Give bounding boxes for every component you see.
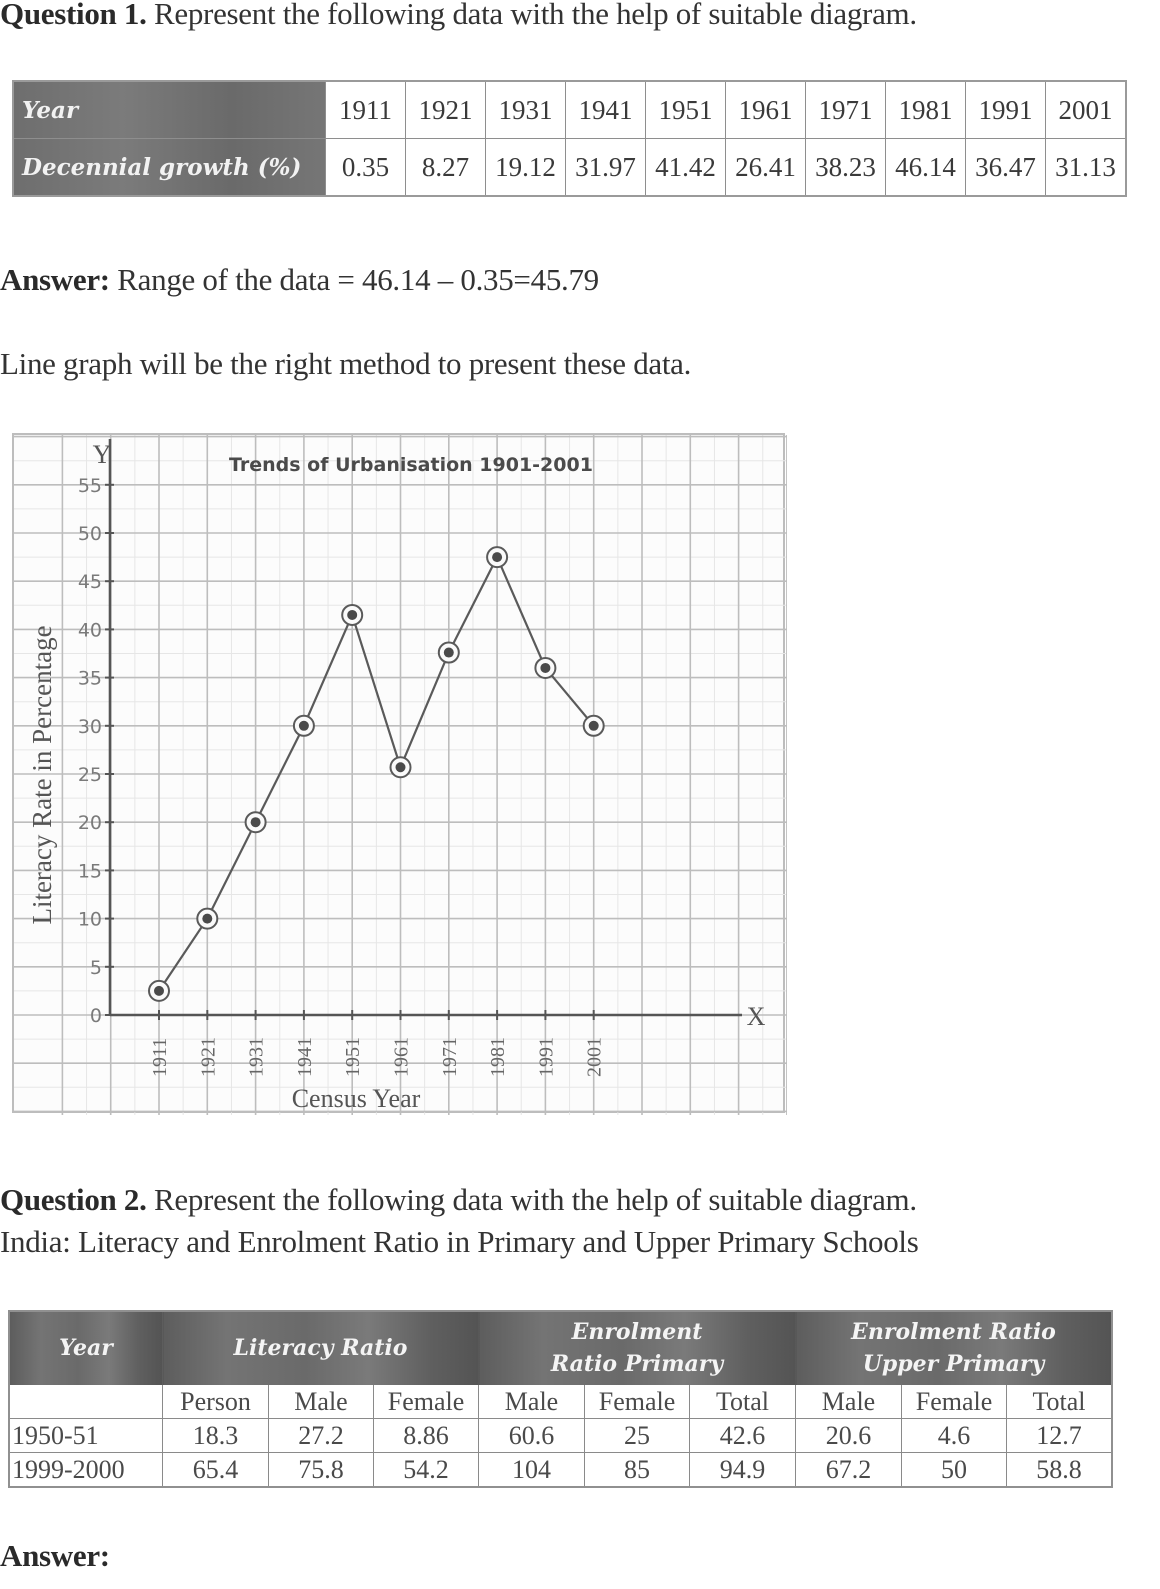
year-cell: 1931: [486, 81, 566, 139]
year-cell: 1951: [646, 81, 726, 139]
x-tick-label: 1931: [245, 1037, 268, 1077]
header-enrolment-upper-line2: Upper Primary: [862, 1351, 1045, 1377]
cell: 85: [585, 1453, 690, 1488]
cell: 104: [479, 1453, 585, 1488]
year-cell: 1911: [326, 81, 406, 139]
y-tick-label: 45: [77, 571, 102, 594]
x-tick-label: 1991: [535, 1037, 558, 1077]
data-point-dot: [202, 914, 212, 924]
answer-2: [0, 1538, 110, 1574]
cell: 60.6: [479, 1419, 585, 1453]
x-tick-label: 1981: [487, 1037, 510, 1077]
cell: 94.9: [690, 1453, 796, 1488]
cell: 8.86: [374, 1419, 479, 1453]
y-axis-letter: Y: [92, 440, 112, 469]
question-1-heading: [0, 0, 917, 32]
data-point-dot: [589, 721, 599, 731]
question-2-subtitle: India: Literacy and Enrolment Ratio in Primary and Upper Primary Schools: [0, 1224, 919, 1259]
growth-cell: 38.23: [806, 139, 886, 197]
cell: 27.2: [269, 1419, 374, 1453]
x-axis-letter: X: [746, 1002, 766, 1031]
literacy-enrolment-table: [8, 1310, 1113, 1488]
line-graph-canvas: [14, 435, 787, 1115]
row-header-year: Year: [13, 81, 326, 139]
cell: 50: [902, 1453, 1007, 1488]
data-point-dot: [251, 817, 261, 827]
row-header-growth: Decennial growth (%): [13, 139, 326, 197]
cell: 25: [585, 1419, 690, 1453]
x-tick-label: 1951: [342, 1037, 365, 1077]
sub-header-cell: Person: [163, 1385, 269, 1419]
y-tick-label: 55: [77, 474, 102, 497]
y-tick-label: 20: [77, 812, 102, 835]
cell: 58.8: [1007, 1453, 1113, 1488]
table-row: [9, 1453, 1112, 1488]
header-enrolment-upper: [796, 1311, 1113, 1385]
cell: 20.6: [796, 1419, 902, 1453]
y-axis-ticks: [78, 475, 114, 1027]
header-enrolment-primary-line2: Ratio Primary: [550, 1351, 724, 1377]
growth-cell: 8.27: [406, 139, 486, 197]
y-tick-label: 15: [77, 860, 102, 883]
year-cell: 1991: [966, 81, 1046, 139]
x-axis-ticks: [149, 1010, 606, 1077]
year-cell: 1981: [886, 81, 966, 139]
growth-row: [13, 139, 1126, 197]
growth-cell: 0.35: [326, 139, 406, 197]
growth-cell: 31.97: [566, 139, 646, 197]
growth-cell: 46.14: [886, 139, 966, 197]
line-graph: [12, 433, 785, 1113]
cell: 18.3: [163, 1419, 269, 1453]
year-cell: 1921: [406, 81, 486, 139]
cell: 42.6: [690, 1419, 796, 1453]
y-tick-label: 25: [77, 764, 102, 786]
data-point-dot: [154, 986, 164, 996]
data-point-dot: [444, 648, 454, 658]
sub-header-cell: [9, 1385, 163, 1419]
answer-1-label: Answer:: [0, 262, 110, 297]
y-tick-label: 0: [89, 1005, 102, 1027]
header-literacy-ratio: Literacy Ratio: [163, 1311, 479, 1385]
year-row: [13, 81, 1126, 139]
question-2-heading: [0, 1182, 917, 1218]
row-year: 1999-2000: [9, 1453, 163, 1488]
cell: 65.4: [163, 1453, 269, 1488]
sub-header-cell: Male: [269, 1385, 374, 1419]
growth-cell: 26.41: [726, 139, 806, 197]
header-enrolment-upper-line1: Enrolment Ratio: [851, 1319, 1056, 1345]
growth-cell: 31.13: [1046, 139, 1127, 197]
y-tick-label: 30: [77, 715, 102, 738]
x-tick-label: 1921: [197, 1037, 220, 1077]
year-cell: 1941: [566, 81, 646, 139]
sub-header-cell: Male: [796, 1385, 902, 1419]
x-tick-label: 1941: [293, 1037, 316, 1077]
year-cell: 2001: [1046, 81, 1127, 139]
header-enrolment-primary: [479, 1311, 796, 1385]
data-point-dot: [540, 663, 550, 673]
header-year: Year: [9, 1311, 163, 1385]
answer-2-label: Answer:: [0, 1538, 110, 1573]
cell: 67.2: [796, 1453, 902, 1488]
question-1-text: Represent the following data with the help of suitable diagram.: [146, 0, 917, 31]
growth-cell: 36.47: [966, 139, 1046, 197]
group-header-row: [9, 1311, 1112, 1385]
sub-header-cell: Total: [1007, 1385, 1113, 1419]
sub-header-cell: Female: [374, 1385, 479, 1419]
y-axis-label: Literacy Rate in Percentage: [27, 625, 57, 925]
method-text: Line graph will be the right method to present these data.: [0, 346, 692, 381]
row-year: 1950-51: [9, 1419, 163, 1453]
cell: 54.2: [374, 1453, 479, 1488]
sub-header-cell: Total: [690, 1385, 796, 1419]
growth-cell: 41.42: [646, 139, 726, 197]
answer-1: [0, 262, 599, 298]
sub-header-cell: Female: [585, 1385, 690, 1419]
header-enrolment-primary-line1: Enrolment: [571, 1319, 703, 1345]
y-tick-label: 40: [77, 619, 102, 642]
sub-header-cell: Female: [902, 1385, 1007, 1419]
cell: 75.8: [269, 1453, 374, 1488]
x-tick-label: 1911: [149, 1037, 171, 1077]
cell: 12.7: [1007, 1419, 1113, 1453]
answer-1-text: Range of the data = 46.14 – 0.35=45.79: [109, 262, 599, 297]
y-tick-label: 35: [77, 667, 102, 690]
data-point-dot: [396, 762, 406, 772]
sub-header-row: [9, 1385, 1112, 1419]
question-2-label: Question 2.: [0, 1182, 147, 1217]
x-tick-label: 1961: [390, 1037, 413, 1077]
growth-cell: 19.12: [486, 139, 566, 197]
question-2-text: Represent the following data with the help of suitable diagram.: [146, 1182, 917, 1217]
year-cell: 1971: [806, 81, 886, 139]
chart-title: Trends of Urbanisation 1901-2001: [229, 454, 593, 476]
year-cell: 1961: [726, 81, 806, 139]
question-1-label: Question 1.: [0, 0, 147, 31]
x-axis-label: Census Year: [291, 1084, 421, 1113]
cell: 4.6: [902, 1419, 1007, 1453]
sub-header-cell: Male: [479, 1385, 585, 1419]
x-tick-label: 2001: [583, 1037, 606, 1077]
y-tick-label: 10: [77, 908, 102, 931]
y-tick-label: 50: [77, 523, 102, 545]
y-tick-label: 5: [89, 956, 102, 979]
data-point-dot: [347, 610, 357, 620]
table-row: [9, 1419, 1112, 1453]
x-tick-label: 1971: [438, 1037, 461, 1077]
decennial-growth-table: [12, 80, 1127, 197]
data-point-dot: [299, 721, 309, 731]
data-point-dot: [492, 552, 502, 562]
